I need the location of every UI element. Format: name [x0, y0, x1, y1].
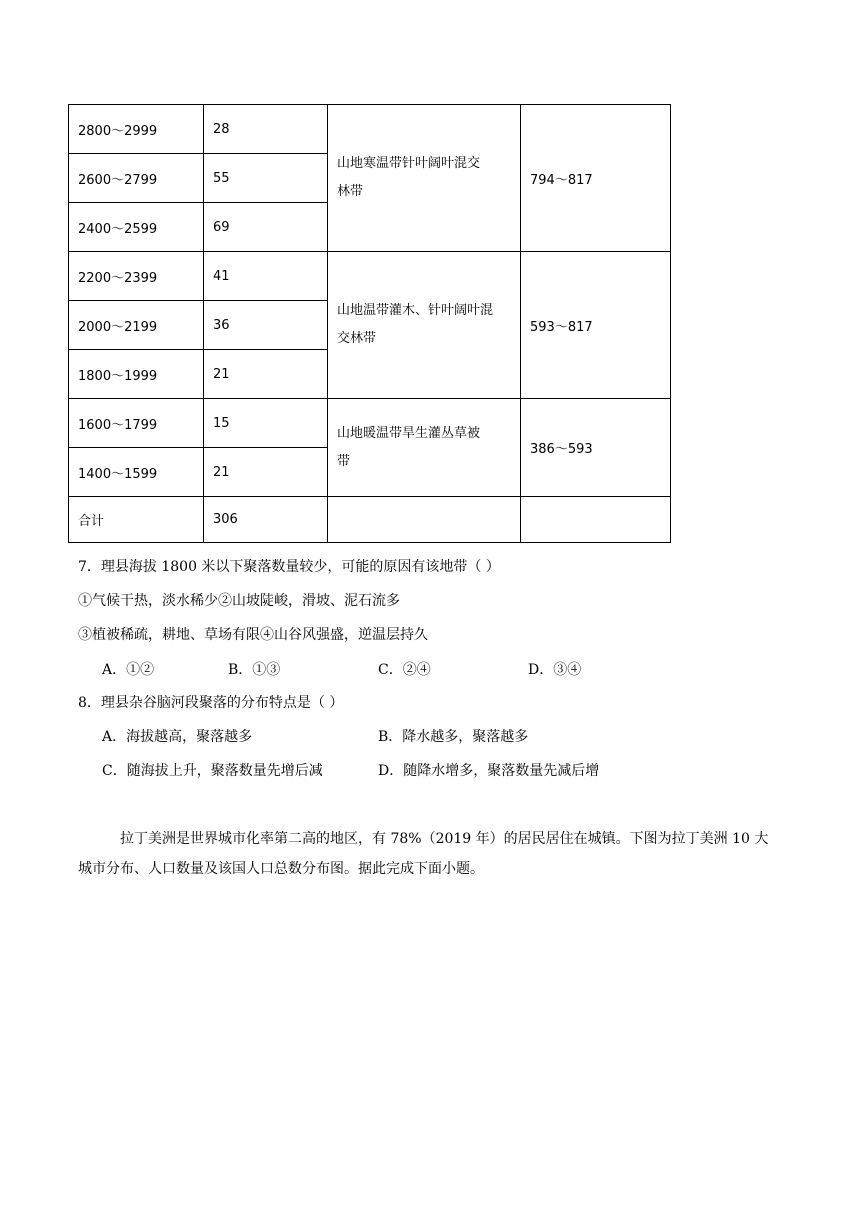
q7-option-b[interactable]: B．①③: [228, 662, 281, 678]
vegetation-cell: 山地温带灌木、针叶阔叶混 交林带: [328, 252, 521, 399]
altitude-cell: 2400～2599: [69, 203, 204, 252]
altitude-cell: 1800～1999: [69, 350, 204, 399]
count-cell: 55: [204, 154, 328, 203]
altitude-cell: 2200～2399: [69, 252, 204, 301]
q7-option-a[interactable]: A．①②: [102, 662, 155, 678]
count-cell: 36: [204, 301, 328, 350]
altitude-cell: 2800～2999: [69, 105, 204, 154]
vegetation-cell: 山地寒温带针叶阔叶混交 林带: [328, 105, 521, 252]
q8-option-d[interactable]: D．随降水增多，聚落数量先减后增: [378, 763, 600, 779]
q8-option-c[interactable]: C．随海拔上升，聚落数量先增后减: [102, 763, 323, 779]
table-row: [69, 399, 671, 448]
altitude-cell: 1400～1599: [69, 448, 204, 497]
question-8-stem: 8．理县杂谷脑河段聚落的分布特点是（ ）: [78, 695, 344, 711]
question-7-statement-2: ③植被稀疏，耕地、草场有限④山谷风强盛，逆温层持久: [78, 627, 428, 643]
count-cell: 15: [204, 399, 328, 448]
vegetation-cell: 山地暖温带旱生灌丛草被 带: [328, 399, 521, 497]
total-label: 合计: [69, 497, 204, 543]
table-row: [69, 252, 671, 301]
q7-option-d[interactable]: D．③④: [528, 662, 582, 678]
q7-option-c[interactable]: C．②④: [378, 662, 431, 678]
settlement-table: [68, 104, 671, 543]
empty-cell: [521, 497, 671, 543]
count-cell: 69: [204, 203, 328, 252]
count-cell: 21: [204, 448, 328, 497]
q8-option-a[interactable]: A．海拔越高，聚落越多: [102, 729, 253, 745]
count-cell: 21: [204, 350, 328, 399]
q8-option-b[interactable]: B．降水越多，聚落越多: [378, 729, 529, 745]
passage-paragraph: 拉丁美洲是世界城市化率第二高的地区，有 78%（2019 年）的居民居住在城镇。下图为拉丁美洲 10 大城市分布、人口数量及该国人口总数分布图。据此完成下面小题。: [78, 831, 769, 877]
total-value: 306: [204, 497, 328, 543]
altitude-cell: 2600～2799: [69, 154, 204, 203]
count-cell: 41: [204, 252, 328, 301]
altitude-cell: 1600～1799: [69, 399, 204, 448]
altitude-cell: 2000～2199: [69, 301, 204, 350]
precipitation-cell: 386～593: [521, 399, 671, 497]
question-7-stem: 7．理县海拔 1800 米以下聚落数量较少，可能的原因有该地带（ ）: [78, 559, 500, 575]
question-7-statement-1: ①气候干热，淡水稀少②山坡陡峻，滑坡、泥石流多: [78, 593, 400, 609]
precipitation-cell: 593～817: [521, 252, 671, 399]
table-total-row: [69, 497, 671, 543]
table-row: [69, 105, 671, 154]
count-cell: 28: [204, 105, 328, 154]
precipitation-cell: 794～817: [521, 105, 671, 252]
empty-cell: [328, 497, 521, 543]
